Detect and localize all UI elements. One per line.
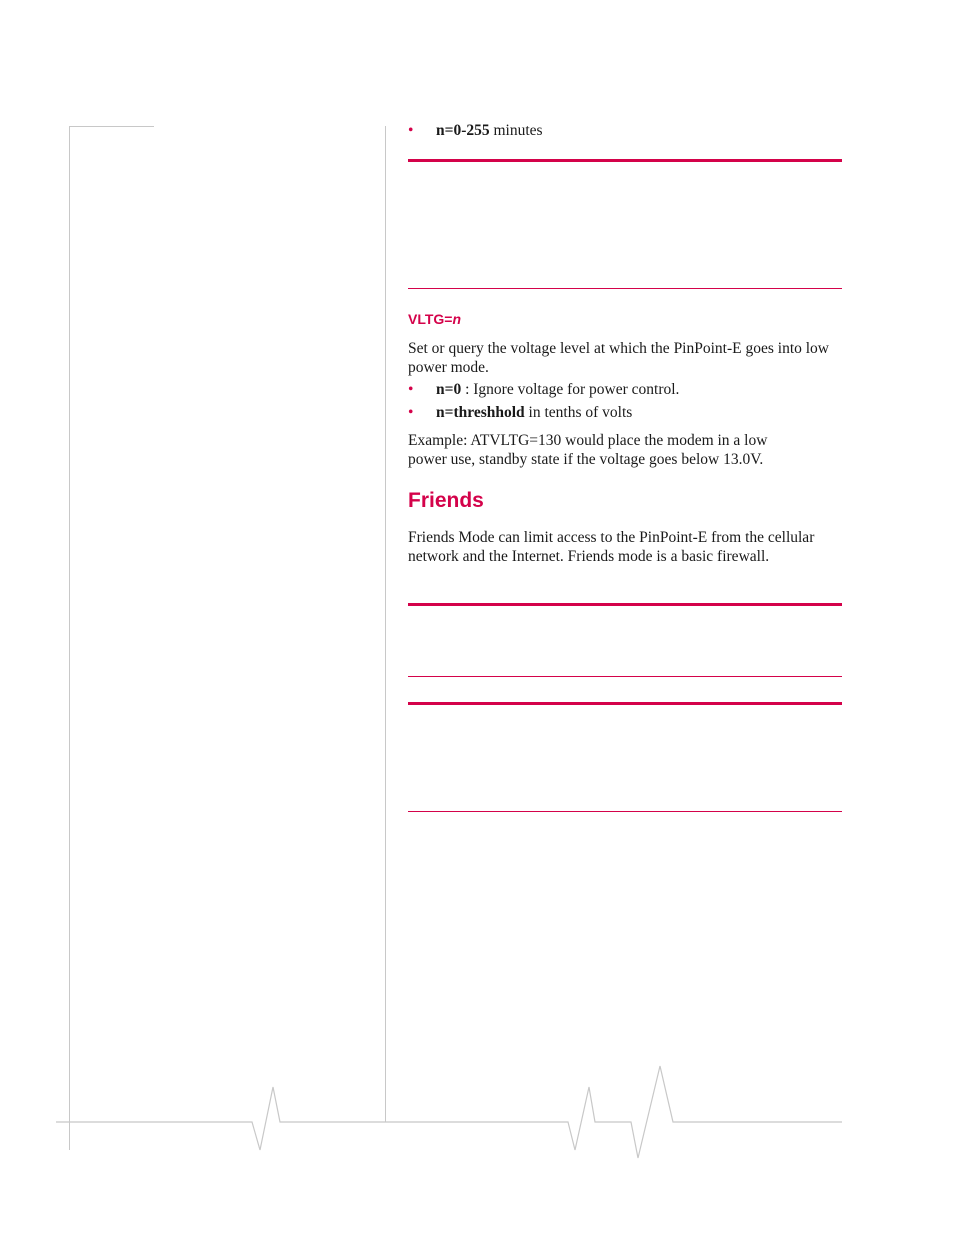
bullet-marker: • <box>408 404 414 421</box>
command-param: n <box>452 311 462 327</box>
section-heading-friends: Friends <box>408 489 484 512</box>
friends-description: Friends Mode can limit access to the PinPoint-E from the cellular network and the Internet. Friends mode is a basic firewall. <box>408 529 815 565</box>
bullet-bold: n=0-255 <box>436 122 490 139</box>
command-description: Set or query the voltage level at which the PinPoint-E goes into low power mode. <box>408 340 830 376</box>
bullet-bold: n=0 <box>436 381 462 398</box>
bullet-text: in tenths of volts <box>524 404 633 421</box>
bullet-text: minutes <box>489 122 543 139</box>
bullet-text: : Ignore voltage for power control. <box>461 381 680 398</box>
bullet-marker: • <box>408 381 414 398</box>
command-example: Example: ATVLTG=130 would place the modem in a low power use, standby state if the voltage goes below 13.0V. <box>408 432 768 468</box>
bullet-marker: • <box>408 122 414 139</box>
bullet-bold: n=threshhold <box>436 404 525 421</box>
command-name: VLTG= <box>408 311 453 327</box>
